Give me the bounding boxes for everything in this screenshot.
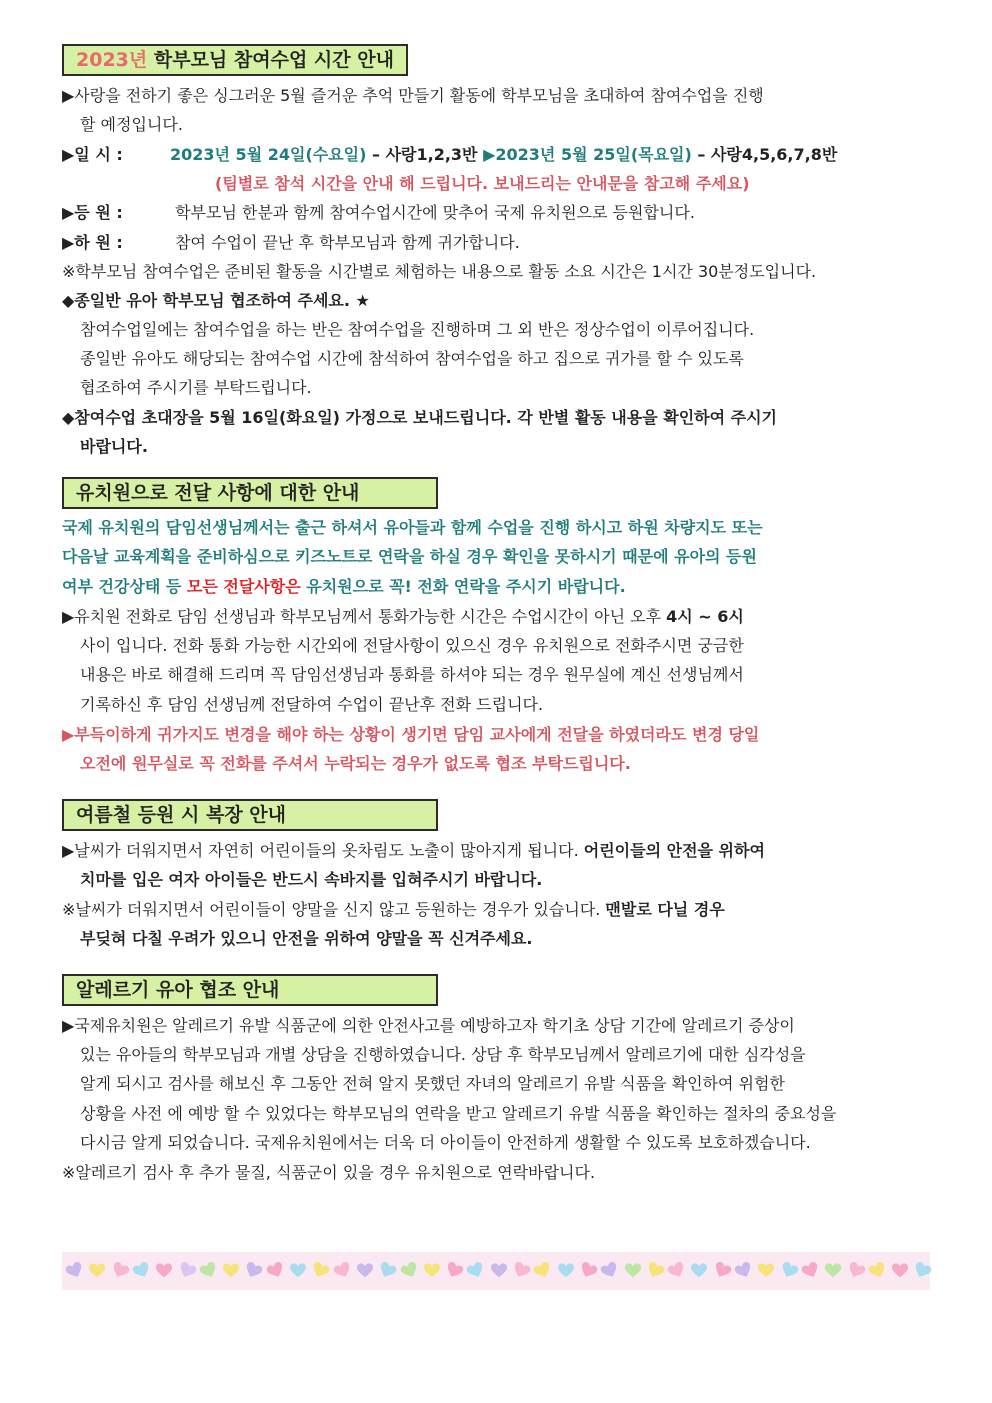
heart-icon (490, 1262, 508, 1280)
attend-text: 학부모님 한분과 함께 참여수업시간에 맞추어 국제 유치원으로 등원합니다. (170, 203, 695, 222)
date-note: (팀별로 참석 시간을 안내 해 드립니다. 보내드리는 안내문을 참고해 주세요) (215, 174, 750, 193)
allergy-line-2: 있는 유아들의 학부모님과 개별 상담을 진행하였습니다. 상담 후 학부모님께서 알레르기에 대한 심각성을 (80, 1045, 806, 1064)
section-header-contact: 유치원으로 전달 사항에 대한 안내 (62, 477, 438, 509)
heart-icon (356, 1262, 374, 1280)
intro-line-1: ▶사랑을 전하기 좋은 싱그러운 5월 즐거운 추억 만들기 활동에 학부모님을 초대하여 참여수업을 진행 (62, 86, 764, 105)
heart-icon (423, 1262, 441, 1280)
allergy-line-5: 다시금 알게 되었습니다. 국제유치원에서는 더욱 더 아이들이 안전하게 생활할 수 있도록 보호하겠습니다. (80, 1133, 811, 1152)
all-day-line-1: 참여수업일에는 참여수업을 하는 반은 참여수업을 진행하며 그 외 반은 정상수업이 이루어집니다. (80, 320, 755, 339)
pickup-change-line-2: 오전에 원무실로 꼭 전화를 주셔서 누락되는 경우가 없도록 협조 부탁드립니다. (80, 754, 631, 773)
heart-icon (289, 1262, 307, 1280)
date-1: 2023년 5월 24일(수요일) (170, 145, 367, 164)
phone-line-3: 내용은 바로 해결해 드리며 꼭 담임선생님과 통화를 하셔야 되는 경우 원무실에 계신 선생님께서 (80, 665, 744, 684)
heart-icon (824, 1262, 842, 1280)
heart-icon (155, 1262, 173, 1280)
all-day-line-2: 종일반 유아도 해당되는 참여수업 시간에 참석하여 참여수업을 하고 집으로 귀가를 할 수 있도록 (80, 349, 744, 368)
allergy-line-1: ▶국제유치원은 알레르기 유발 식품군에 의한 안전사고를 예방하고자 학기초 상담 기간에 알레르기 증상이 (62, 1016, 795, 1035)
heart-icon (757, 1262, 775, 1280)
attend-row (62, 203, 932, 223)
heart-icon (690, 1262, 708, 1280)
summer-line-2: 치마를 입은 여자 아이들은 반드시 속바지를 입혀주시기 바랍니다. (80, 870, 543, 889)
heart-icon (557, 1262, 575, 1280)
duration-note: ※학부모님 참여수업은 준비된 활동을 시간별로 체험하는 내용으로 활동 소요 시간은 1시간 30분정도입니다. (62, 262, 817, 281)
socks-line-1: ※날씨가 더워지면서 어린이들이 양말을 신지 않고 등원하는 경우가 있습니다. 맨발로 다닐 경우 (62, 900, 725, 919)
header-title: 학부모님 참여수업 시간 안내 (147, 49, 394, 71)
allergy-note: ※알레르기 검사 후 추가 물질, 식품군이 있을 경우 유치원으로 연락바랍니다. (62, 1163, 596, 1182)
date-2-class: – 사랑4,5,6,7,8반 (691, 145, 838, 164)
section-header-participation (62, 44, 408, 76)
pickup-change-line-1: ▶부득이하게 귀가지도 변경을 해야 하는 상황이 생기면 담임 교사에게 전달을 하였더라도 변경 당일 (62, 725, 760, 744)
all-day-line-3: 협조하여 주시기를 부탁드립니다. (80, 378, 312, 397)
date-label: ▶일 시 : (62, 145, 123, 164)
invite-line-2: 바랍니다. (80, 437, 148, 456)
section-header-summer-clothing: 여름철 등원 시 복장 안내 (62, 799, 438, 831)
attend-label: ▶등 원 : (62, 203, 123, 222)
leave-text: 참여 수업이 끝난 후 학부모님과 함께 귀가합니다. (170, 233, 520, 252)
all-day-heading: ◆종일반 유아 학부모님 협조하여 주세요. ★ (62, 291, 370, 310)
date-1-class: – 사랑1,2,3반 (366, 145, 484, 164)
phone-line-4: 기록하신 후 담임 선생님께 전달하여 수업이 끝난후 전화 드립니다. (80, 695, 544, 714)
phone-hours: 4시 ~ 6시 (666, 607, 744, 626)
phone-line-1: ▶유치원 전화로 담임 선생님과 학부모님께서 통화가능한 시간은 수업시간이 아닌 오후 4시 ~ 6시 (62, 607, 744, 626)
allergy-line-3: 알게 되시고 검사를 해보신 후 그동안 전혀 알지 못했던 자녀의 알레르기 유발 식품을 확인하여 위험한 (80, 1074, 785, 1093)
intro-line-2: 할 예정입니다. (80, 115, 183, 134)
heart-icon (222, 1262, 240, 1280)
contact-lead-2: 다음날 교육계획을 준비하심으로 키즈노트로 연락을 하실 경우 확인을 못하시기 때문에 유아의 등원 (62, 547, 757, 566)
section-header-allergy: 알레르기 유아 협조 안내 (62, 974, 438, 1006)
contact-lead-3: 여부 건강상태 등 모든 전달사항은 유치원으로 꼭! 전화 연락을 주시기 바랍니다. (62, 577, 626, 596)
socks-line-2: 부딪혀 다칠 우려가 있으니 안전을 위하여 양말을 꼭 신겨주세요. (80, 929, 533, 948)
phone-line-2: 사이 입니다. 전화 통화 가능한 시간외에 전달사항이 있으신 경우 유치원으로 전화주시면 궁금한 (80, 636, 744, 655)
heart-icon (891, 1262, 909, 1280)
invite-line-1: ◆참여수업 초대장을 5월 16일(화요일) 가정으로 보내드립니다. 각 반별 활동 내용을 확인하여 주시기 (62, 408, 778, 427)
summer-line-1: ▶날씨가 더워지면서 자연히 어린이들의 옷차림도 노출이 많아지게 됩니다. 어린이들의 안전을 위하여 (62, 841, 765, 860)
contact-lead-1: 국제 유치원의 담임선생님께서는 출근 하셔서 유아들과 함께 수업을 진행 하시고 하원 차량지도 또는 (62, 518, 763, 537)
date-2: ▶2023년 5월 25일(목요일) (483, 145, 692, 164)
heart-icon (624, 1262, 642, 1280)
heart-icon (88, 1262, 106, 1280)
leave-row (62, 233, 932, 253)
leave-label: ▶하 원 : (62, 233, 123, 252)
all-messages-highlight: 모든 전달사항은 (186, 577, 301, 596)
allergy-line-4: 상황을 사전 에 예방 할 수 있었다는 학부모님의 연락을 받고 알레르기 유발 식품을 확인하는 절차의 중요성을 (80, 1104, 837, 1123)
date-row (62, 145, 932, 165)
header-year: 2023년 (76, 49, 148, 71)
